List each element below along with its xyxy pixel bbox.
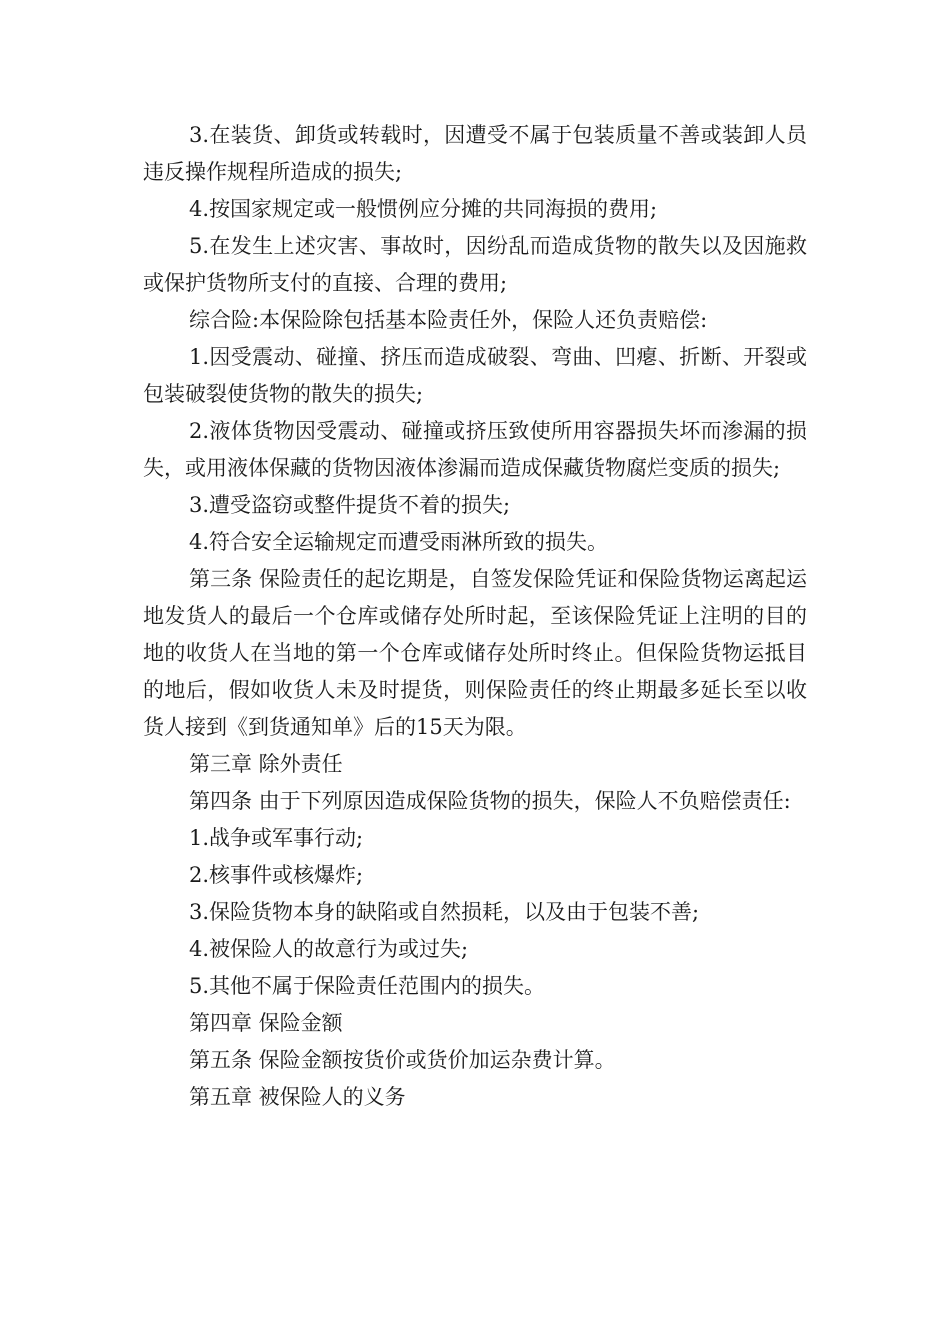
paragraph-article-3: 第三条 保险责任的起讫期是，自签发保险凭证和保险货物运离起运地发货人的最后一个仓库或储存处所时起，至该保险凭证上注明的目的地的收货人在当地的第一个仓库或储存处所时终止。但保险货物运抵目的地后，假如收货人未及时提货，则保险责任的终止期最多延长至以收货人接到《到货通知单》后的15天为限。 [143, 567, 807, 739]
paragraph-comprehensive-item-3: 3.遭受盗窃或整件提货不着的损失; [189, 493, 511, 517]
paragraph-article-5: 第五条 保险金额按货价或货价加运杂费计算。 [189, 1048, 616, 1072]
paragraph-comprehensive-item-4: 4.符合安全运输规定而遭受雨淋所致的损失。 [189, 530, 609, 554]
chapter-5-heading: 第五章 被保险人的义务 [189, 1085, 406, 1109]
paragraph-clause-4-general-average: 4.按国家规定或一般惯例应分摊的共同海损的费用; [189, 197, 658, 221]
paragraph-clause-5-rescue-costs: 5.在发生上述灾害、事故时，因纷乱而造成货物的散失以及因施救或保护货物所支付的直接、合理的费用; [143, 234, 807, 295]
paragraph-exclusion-item-3: 3.保险货物本身的缺陷或自然损耗，以及由于包装不善; [189, 900, 700, 924]
paragraph-exclusion-item-4: 4.被保险人的故意行为或过失; [189, 937, 469, 961]
paragraph-article-4: 第四条 由于下列原因造成保险货物的损失，保险人不负赔偿责任: [189, 789, 791, 813]
paragraph-clause-3-loading-loss: 3.在装货、卸货或转载时，因遭受不属于包装质量不善或装卸人员违反操作规程所造成的损失; [143, 123, 807, 184]
paragraph-exclusion-item-2: 2.核事件或核爆炸; [189, 863, 364, 887]
chapter-4-heading: 第四章 保险金额 [189, 1011, 343, 1035]
paragraph-comprehensive-item-2: 2.液体货物因受震动、碰撞或挤压致使所用容器损失坏而渗漏的损失，或用液体保藏的货物因液体渗漏而造成保藏货物腐烂变质的损失; [143, 419, 807, 480]
chapter-3-heading: 第三章 除外责任 [189, 752, 343, 776]
paragraph-exclusion-item-1: 1.战争或军事行动; [189, 826, 364, 850]
paragraph-exclusion-item-5: 5.其他不属于保险责任范围内的损失。 [189, 974, 546, 998]
document-body [143, 117, 807, 1116]
paragraph-comprehensive-insurance: 综合险:本保险除包括基本险责任外，保险人还负责赔偿: [189, 308, 708, 332]
paragraph-comprehensive-item-1: 1.因受震动、碰撞、挤压而造成破裂、弯曲、凹瘪、折断、开裂或包装破裂使货物的散失的损失; [143, 345, 807, 406]
